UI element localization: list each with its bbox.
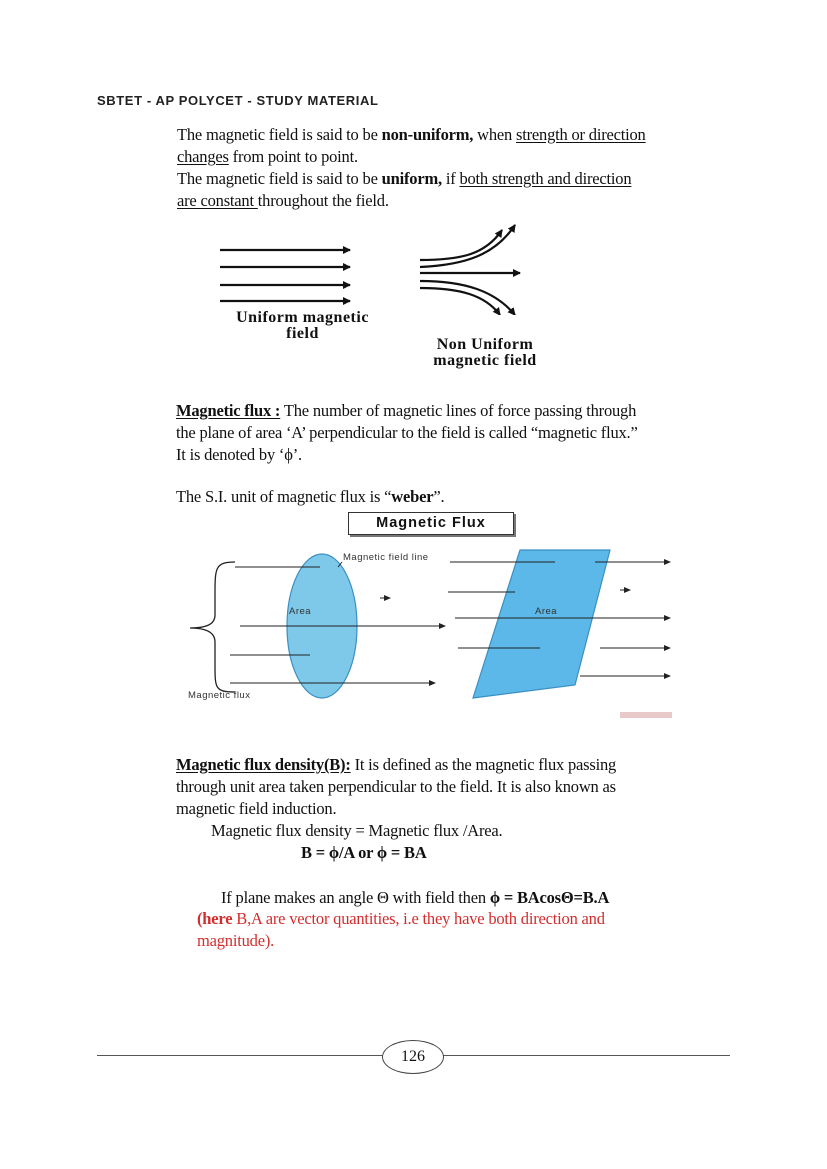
si-unit-line: The S.I. unit of magnetic flux is “weber”. xyxy=(176,487,445,506)
uniform-field-label: Uniform magnetic field xyxy=(236,309,369,342)
magnetic-flux-figure xyxy=(180,540,680,725)
area-label-right: Area xyxy=(535,606,558,617)
definition-line-1: The magnetic field is said to be non-uniform, when strength or direction xyxy=(177,125,646,144)
definition-line-3: The magnetic field is said to be uniform, if both strength and direction xyxy=(177,169,632,188)
area-label-left: Area xyxy=(289,606,312,617)
uniform-field-lines xyxy=(220,250,350,301)
flux-line-1: Magnetic flux : The number of magnetic lines of force passing through xyxy=(176,401,637,420)
flux-density-block xyxy=(176,754,736,820)
footer-rule-left xyxy=(97,1055,382,1056)
flux-line-3: It is denoted by ‘ϕ’. xyxy=(176,445,302,464)
nonuniform-field-lines xyxy=(420,225,520,315)
credit-mark xyxy=(620,712,672,718)
vector-note: (here B,A are vector quantities, i.e they have both direction and magnitude). xyxy=(197,909,605,950)
magnetic-flux-label: Magnetic flux xyxy=(188,690,251,701)
definition-line-2: changes from point to point. xyxy=(177,147,358,166)
footer-rule-right xyxy=(443,1055,730,1056)
field-definition-block xyxy=(177,124,717,212)
flux-density-heading: Magnetic flux density(B): xyxy=(176,755,351,774)
angle-formula-line: If plane makes an angle Θ with field then ϕ = BAcosΘ=B.A xyxy=(221,888,610,907)
field-line-label: Magnetic field line xyxy=(343,552,429,563)
nonuniform-field-label: Non Uniform magnetic field xyxy=(433,336,537,369)
density-line-3: magnetic field induction. xyxy=(176,799,337,818)
uniform-nonuniform-figure xyxy=(210,215,550,315)
page-number: 126 xyxy=(382,1040,444,1074)
density-formula: B = ϕ/A or ϕ = BA xyxy=(301,843,427,862)
density-line-2: through unit area taken perpendicular to the field. It is also known as xyxy=(176,777,616,796)
magnetic-flux-heading: Magnetic flux : xyxy=(176,401,281,420)
density-formula-text: Magnetic flux density = Magnetic flux /Area. xyxy=(211,821,503,840)
flux-line-2: the plane of area ‘A’ perpendicular to the field is called “magnetic flux.” xyxy=(176,423,638,442)
magnetic-flux-block xyxy=(176,400,736,508)
definition-line-4: are constant throughout the field. xyxy=(177,191,389,210)
document-header: SBTET - AP POLYCET - STUDY MATERIAL xyxy=(97,93,379,108)
flux-brace xyxy=(190,562,235,692)
magnetic-flux-figure-title: Magnetic Flux xyxy=(348,512,514,535)
density-line-1: Magnetic flux density(B): It is defined as the magnetic flux passing xyxy=(176,755,617,774)
